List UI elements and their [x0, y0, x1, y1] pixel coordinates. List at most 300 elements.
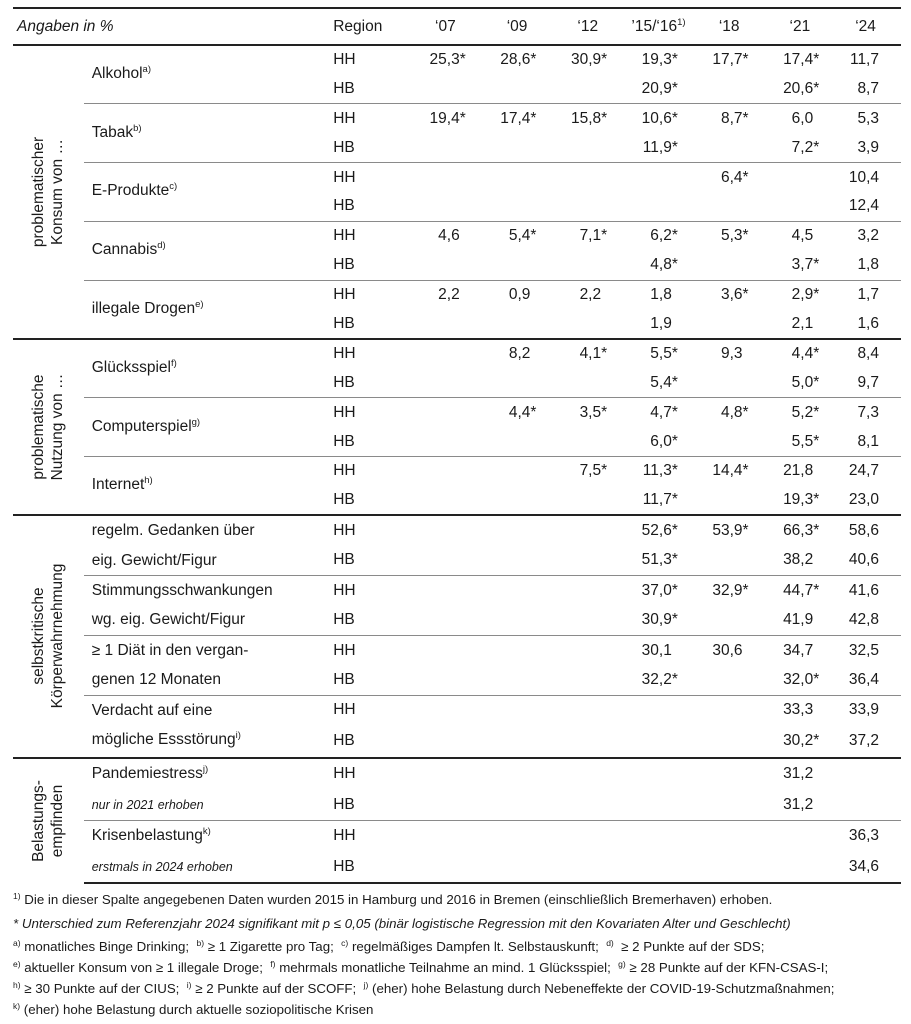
significance-marker: *: [671, 581, 678, 599]
significance-marker: *: [671, 109, 678, 127]
item-label-text: Alkohol: [91, 65, 143, 83]
value-cell: [765, 163, 836, 192]
definition-text: (eher) hohe Belastung durch aktuelle soziopolitische Krisen: [20, 1002, 374, 1018]
value-cell: [694, 74, 765, 103]
value-text: 1,8: [650, 286, 672, 304]
item-label: [84, 163, 334, 222]
value-text: 15,8: [570, 109, 602, 127]
value-cell: [482, 339, 553, 368]
region-cell: HH: [333, 695, 409, 725]
value-cell: [482, 820, 553, 852]
value-cell: [409, 163, 482, 192]
region-cell: HH: [333, 576, 409, 606]
header-year-label: ‘21: [789, 17, 811, 35]
value-text: 11,7: [849, 51, 879, 69]
value-text: 7,2: [791, 138, 814, 156]
value-cell: [835, 74, 901, 103]
table-row: [13, 790, 901, 821]
value-cell: [409, 758, 482, 790]
footnote-marker: i): [186, 980, 192, 991]
value-text: 1,7: [857, 286, 879, 304]
table-row: [13, 163, 901, 192]
value-text: 4,6: [438, 227, 460, 245]
header-row: [13, 8, 901, 45]
value-text: 6,0: [791, 109, 814, 127]
value-text: 5,3: [857, 109, 879, 127]
value-cell: [552, 605, 623, 635]
significance-marker: *: [742, 51, 749, 69]
value-cell: [482, 635, 553, 665]
value-cell: [623, 456, 694, 485]
significance-marker: *: [671, 611, 678, 629]
definition-text: ≥ 30 Punkte auf der CIUS;: [20, 981, 187, 997]
value-cell: [765, 133, 836, 162]
group-label: [13, 339, 84, 515]
data-table-container: [13, 7, 901, 884]
footnote-marker: a): [142, 64, 151, 76]
group-label: [13, 45, 84, 339]
significance-marker: *: [601, 227, 608, 245]
significance-marker: *: [813, 432, 820, 450]
value-cell: [409, 852, 482, 883]
value-cell: [482, 310, 553, 339]
value-cell: [552, 398, 623, 427]
value-cell: [835, 576, 901, 606]
item-label-text: Verdacht auf eine: [91, 701, 213, 719]
value-cell: [765, 758, 836, 790]
value-text: 3,2: [857, 227, 879, 245]
value-cell: [552, 635, 623, 665]
value-text: 19,3: [641, 51, 672, 69]
item-label: [84, 398, 334, 457]
value-text: 9,7: [857, 373, 879, 391]
significance-marker: *: [742, 581, 749, 599]
value-cell: [623, 368, 694, 397]
item-note-text: erstmals in 2024 erhoben: [91, 859, 233, 874]
footnote-marker: b): [196, 937, 205, 948]
value-text: 7,3: [857, 403, 879, 421]
value-cell: [623, 280, 694, 309]
significance-marker: *: [671, 551, 678, 569]
item-label: [84, 104, 334, 163]
region-cell: HH: [333, 820, 409, 852]
significance-marker: *: [459, 51, 466, 69]
significance-marker: *: [459, 109, 466, 127]
value-cell: [765, 221, 836, 250]
item-label-text: regelm. Gedanken über: [91, 522, 255, 540]
item-label: [84, 820, 334, 852]
value-cell: [482, 486, 553, 515]
value-text: 6,0: [650, 432, 672, 450]
value-cell: [409, 251, 482, 280]
value-cell: [482, 790, 553, 821]
value-cell: [694, 486, 765, 515]
item-label-text: Computerspiel: [91, 417, 192, 435]
value-cell: [765, 820, 836, 852]
value-text: 30,9: [641, 611, 672, 629]
value-cell: [409, 576, 482, 606]
significance-marker: *: [601, 345, 608, 363]
definition-text: (eher) hohe Belastung durch Nebeneffekte der COVID-19-Schutzmaßnahmen;: [368, 981, 835, 997]
significance-marker: *: [742, 403, 749, 421]
value-text: 32,0: [783, 670, 814, 688]
value-cell: [409, 515, 482, 545]
value-text: 2,1: [791, 314, 814, 332]
value-cell: [623, 74, 694, 103]
value-cell: [694, 104, 765, 133]
value-text: 19,3: [783, 491, 814, 509]
value-text: 34,7: [783, 641, 814, 659]
value-cell: [835, 251, 901, 280]
value-cell: [765, 605, 836, 635]
value-text: 8,4: [857, 345, 879, 363]
significance-marker: *: [671, 79, 678, 97]
value-cell: [694, 133, 765, 162]
value-cell: [409, 133, 482, 162]
value-cell: [552, 725, 623, 757]
item-label-line: [84, 665, 334, 695]
table-header: [13, 8, 901, 45]
value-cell: [552, 695, 623, 725]
value-cell: [623, 427, 694, 456]
value-text: 52,6: [641, 521, 672, 539]
value-cell: [482, 605, 553, 635]
header-region: Region: [333, 17, 383, 35]
value-cell: [765, 339, 836, 368]
group-label-line: Konsum von …: [49, 138, 67, 245]
value-cell: [482, 725, 553, 757]
value-cell: [835, 605, 901, 635]
value-cell: [482, 427, 553, 456]
value-text: 4,7: [650, 403, 672, 421]
value-text: 1,6: [857, 314, 879, 332]
value-cell: [694, 163, 765, 192]
value-cell: [552, 852, 623, 883]
value-text: 58,6: [848, 521, 879, 539]
value-cell: [623, 546, 694, 576]
region-cell: HH: [333, 280, 409, 309]
table-row: [13, 546, 901, 576]
definition-line: [13, 1000, 901, 1021]
value-cell: [623, 486, 694, 515]
significance-marker: *: [742, 521, 749, 539]
region-cell: HH: [333, 221, 409, 250]
item-label-text: Glücksspiel: [91, 359, 171, 377]
value-cell: [765, 725, 836, 757]
value-text: 12,4: [848, 197, 879, 215]
value-text: 24,7: [848, 462, 879, 480]
group-label-text: [29, 564, 67, 709]
value-cell: [835, 665, 901, 695]
value-cell: [623, 790, 694, 821]
value-cell: [482, 576, 553, 606]
value-cell: [835, 820, 901, 852]
table-row: [13, 456, 901, 485]
footnote-marker: k): [13, 1001, 21, 1012]
value-text: 7,5: [579, 462, 602, 480]
value-cell: [482, 280, 553, 309]
value-text: 20,6: [783, 79, 814, 97]
footnote-marker: e): [195, 298, 204, 310]
value-text: 4,8: [650, 256, 672, 274]
value-cell: [623, 820, 694, 852]
value-cell: [623, 695, 694, 725]
definition-line: [13, 958, 901, 979]
value-cell: [552, 251, 623, 280]
value-cell: [765, 427, 836, 456]
significance-marker: *: [601, 109, 608, 127]
value-text: 53,9: [712, 521, 743, 539]
value-cell: [765, 456, 836, 485]
value-text: 34,6: [848, 857, 879, 875]
definition-line: [13, 937, 901, 958]
value-cell: [694, 605, 765, 635]
header-year: [694, 8, 765, 45]
value-cell: [552, 163, 623, 192]
value-text: 4,4: [508, 403, 531, 421]
value-text: 44,7: [783, 581, 814, 599]
region-cell: HH: [333, 163, 409, 192]
value-text: 31,2: [783, 795, 814, 813]
footnote-marker: f): [170, 358, 177, 370]
value-cell: [694, 398, 765, 427]
value-cell: [482, 368, 553, 397]
value-text: 32,9: [712, 581, 743, 599]
footnote-marker: f): [270, 958, 276, 969]
region-cell: HB: [333, 256, 355, 274]
group-label: [13, 515, 84, 757]
value-cell: [409, 820, 482, 852]
region-cell: HB: [333, 611, 355, 629]
value-cell: [409, 456, 482, 485]
significance-marker: *: [671, 345, 678, 363]
value-text: 17,4: [783, 51, 814, 69]
value-text: 5,2: [791, 403, 814, 421]
value-text: 33,9: [848, 701, 879, 719]
significance-marker: *: [671, 51, 678, 69]
value-cell: [409, 546, 482, 576]
value-cell: [835, 163, 901, 192]
value-cell: [765, 310, 836, 339]
value-text: 1,9: [650, 314, 672, 332]
value-text: 38,2: [783, 551, 814, 569]
table-row: [13, 820, 901, 852]
value-text: 3,6: [720, 286, 743, 304]
value-cell: [835, 486, 901, 515]
value-text: 37,2: [848, 731, 879, 749]
region-cell: HB: [333, 731, 355, 749]
item-label-line: [84, 695, 334, 725]
definition-text: mehrmals monatliche Teilnahme an mind. 1 Glücksspiel;: [275, 959, 619, 975]
value-cell: [835, 515, 901, 545]
value-cell: [409, 665, 482, 695]
value-text: 4,8: [720, 403, 743, 421]
significance-marker: *: [813, 79, 820, 97]
value-cell: [623, 310, 694, 339]
value-cell: [552, 74, 623, 103]
value-text: 5,3: [720, 227, 743, 245]
value-text: 51,3: [641, 551, 672, 569]
significance-marker: *: [813, 345, 820, 363]
value-cell: [552, 310, 623, 339]
value-text: 32,2: [641, 670, 672, 688]
value-cell: [409, 605, 482, 635]
value-cell: [694, 310, 765, 339]
region-cell: HB: [333, 432, 355, 450]
value-cell: [482, 192, 553, 221]
value-cell: [409, 398, 482, 427]
value-cell: [835, 133, 901, 162]
item-label-text: illegale Drogen: [91, 299, 196, 317]
value-cell: [409, 635, 482, 665]
value-cell: [835, 427, 901, 456]
value-text: 14,4: [712, 462, 743, 480]
value-cell: [694, 695, 765, 725]
value-text: 41,9: [783, 611, 814, 629]
table-row: [13, 515, 901, 545]
table-group: [13, 339, 901, 515]
footnote-marker: g): [191, 416, 201, 428]
value-cell: [694, 251, 765, 280]
significance-marker: *: [742, 109, 749, 127]
value-cell: [482, 251, 553, 280]
value-cell: [482, 665, 553, 695]
significance-marker: *: [671, 462, 678, 480]
value-cell: [552, 456, 623, 485]
footnote-marker: k): [202, 825, 211, 837]
item-label-line: [84, 725, 334, 757]
value-text: 42,8: [848, 611, 879, 629]
value-cell: [835, 852, 901, 883]
item-label: [84, 45, 334, 104]
footnote-text: Die in dieser Spalte angegebenen Daten wurden 2015 in Hamburg und 2016 in Bremen (einschließlich Bremerhaven) erhoben.: [24, 892, 773, 907]
value-cell: [623, 192, 694, 221]
significance-marker: *: [530, 403, 537, 421]
table-group: [13, 758, 901, 883]
region-cell: HH: [333, 51, 356, 69]
header-year-label: ’15/‘16: [631, 17, 678, 35]
region-cell: HB: [333, 491, 355, 509]
value-cell: [765, 251, 836, 280]
item-label-line: [84, 546, 334, 576]
value-cell: [694, 192, 765, 221]
item-note-text: nur in 2021 erhoben: [91, 797, 204, 812]
survey-results-table: [13, 7, 901, 884]
value-cell: [552, 576, 623, 606]
value-text: 8,2: [508, 345, 531, 363]
footnote-marker: e): [13, 958, 21, 969]
significance-marker: *: [601, 462, 608, 480]
item-label-text: E-Produkte: [91, 182, 170, 200]
value-text: 21,8: [783, 462, 814, 480]
value-cell: [482, 74, 553, 103]
value-cell: [765, 695, 836, 725]
value-text: 5,4: [508, 227, 531, 245]
value-cell: [552, 45, 623, 74]
item-label: [84, 339, 334, 398]
value-cell: [623, 163, 694, 192]
value-text: 28,6: [500, 51, 531, 69]
table-row: [13, 852, 901, 883]
value-text: 5,4: [650, 373, 672, 391]
value-cell: [482, 758, 553, 790]
footnotes: [13, 890, 901, 1022]
value-cell: [482, 852, 553, 883]
value-text: 17,7: [712, 51, 743, 69]
item-label: [84, 758, 334, 790]
value-text: 8,7: [857, 79, 879, 97]
value-cell: [765, 576, 836, 606]
value-cell: [623, 758, 694, 790]
region-cell: HB: [333, 314, 355, 332]
item-label-text: eig. Gewicht/Figur: [91, 551, 217, 569]
region-cell: HB: [333, 197, 355, 215]
value-cell: [623, 576, 694, 606]
significance-marker: *: [530, 109, 537, 127]
value-cell: [409, 486, 482, 515]
value-cell: [623, 635, 694, 665]
value-cell: [694, 515, 765, 545]
value-cell: [835, 635, 901, 665]
significance-marker: *: [671, 670, 678, 688]
header-year-label: ‘24: [855, 17, 876, 35]
value-cell: [835, 790, 901, 821]
value-cell: [694, 45, 765, 74]
region-cell: HH: [333, 104, 409, 133]
value-cell: [623, 515, 694, 545]
item-note: [84, 852, 334, 883]
item-note: [84, 790, 334, 821]
footnote-marker: j): [202, 763, 209, 775]
value-text: 30,9: [570, 51, 602, 69]
region-cell: HB: [333, 79, 355, 97]
value-text: 36,3: [848, 827, 879, 844]
value-cell: [409, 368, 482, 397]
value-cell: [765, 852, 836, 883]
footnote-marker: d): [606, 937, 614, 948]
value-cell: [694, 368, 765, 397]
significance-marker: *: [671, 256, 678, 274]
value-cell: [482, 221, 553, 250]
value-text: 10,4: [848, 168, 879, 186]
footnote-1: [13, 890, 901, 912]
value-cell: [765, 45, 836, 74]
header-year: [482, 8, 553, 45]
value-cell: [482, 104, 553, 133]
value-text: 3,5: [579, 403, 602, 421]
value-cell: [623, 339, 694, 368]
item-label-text: wg. eig. Gewicht/Figur: [91, 611, 246, 629]
table-row: [13, 725, 901, 757]
item-label-text: ≥ 1 Diät in den vergan-: [91, 641, 249, 659]
item-label-line: [84, 515, 334, 545]
value-text: 2,2: [579, 286, 602, 304]
significance-marker: *: [671, 403, 678, 421]
table-row: [13, 398, 901, 427]
value-cell: [552, 486, 623, 515]
value-cell: [694, 852, 765, 883]
header-year-label: ‘12: [577, 17, 599, 35]
significance-marker: *: [813, 51, 820, 69]
value-cell: [835, 456, 901, 485]
region-cell: HH: [333, 758, 409, 790]
group-label-line: problematischer: [30, 136, 48, 248]
value-text: 40,6: [848, 551, 879, 569]
value-cell: [409, 104, 482, 133]
significance-marker: *: [671, 491, 678, 509]
value-cell: [482, 695, 553, 725]
group-label-line: Belastungs-: [30, 779, 48, 862]
